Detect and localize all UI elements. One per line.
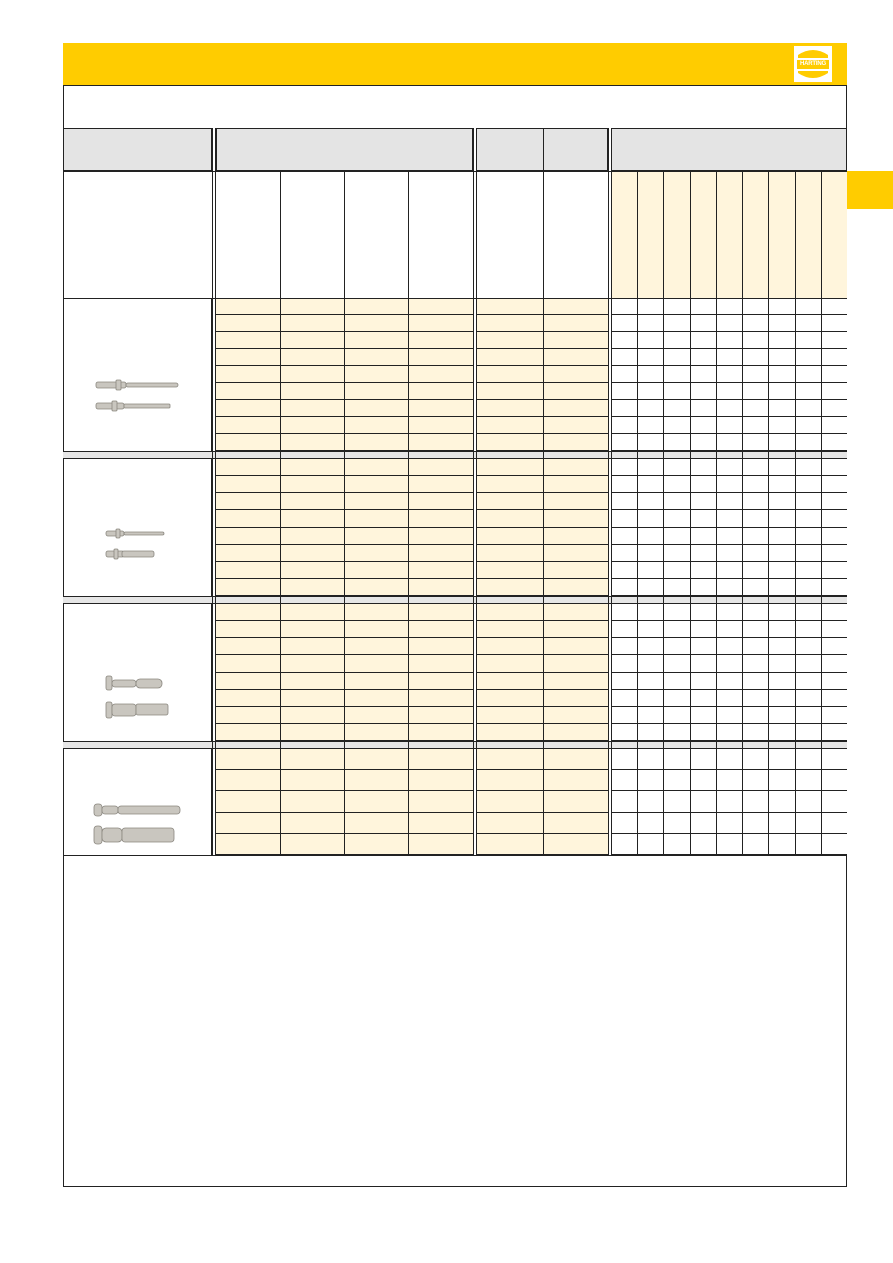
table-row-compat bbox=[611, 417, 847, 434]
header-cell-compat bbox=[611, 128, 847, 171]
side-tab[interactable] bbox=[847, 171, 893, 209]
compat-subheader-cell bbox=[612, 172, 637, 298]
table-row-order bbox=[476, 638, 608, 655]
compat-column-divider bbox=[637, 171, 638, 855]
compat-subheader-cell bbox=[717, 172, 742, 298]
row-divider bbox=[63, 298, 847, 299]
table-row-compat bbox=[611, 724, 847, 741]
table-row-order bbox=[476, 459, 608, 476]
table-row-order bbox=[476, 349, 608, 366]
table-row-order bbox=[476, 476, 608, 493]
header-cell-order bbox=[476, 128, 608, 171]
row-divider bbox=[63, 171, 847, 172]
compat-column-divider bbox=[663, 171, 664, 855]
table-row-order bbox=[476, 510, 608, 527]
compat-column-divider bbox=[690, 171, 691, 855]
compat-subheader-cell bbox=[664, 172, 689, 298]
column-divider bbox=[212, 128, 213, 855]
section-separator bbox=[63, 741, 847, 749]
row-divider bbox=[63, 855, 847, 856]
table-row-order bbox=[476, 655, 608, 672]
compat-column-divider bbox=[795, 171, 796, 855]
table-row-compat bbox=[611, 604, 847, 621]
table-row-order bbox=[476, 604, 608, 621]
table-row-order bbox=[476, 545, 608, 562]
column-divider bbox=[344, 171, 345, 855]
table-row-compat bbox=[611, 383, 847, 400]
table-row-order bbox=[476, 434, 608, 451]
table-row-order bbox=[476, 400, 608, 417]
table-row-order bbox=[476, 690, 608, 707]
table-row-compat bbox=[611, 834, 847, 855]
logo-text: HARTING bbox=[800, 61, 826, 67]
table-row-compat bbox=[611, 579, 847, 596]
table-row-order bbox=[476, 332, 608, 349]
column-divider bbox=[543, 128, 544, 855]
column-divider bbox=[476, 128, 477, 855]
table-row-compat bbox=[611, 315, 847, 332]
table-row-order bbox=[476, 366, 608, 383]
header-bar bbox=[63, 43, 847, 85]
table-row-compat bbox=[611, 332, 847, 349]
table-row-order bbox=[476, 493, 608, 510]
table-row-compat bbox=[611, 298, 847, 315]
table-row-order bbox=[476, 579, 608, 596]
table-row-order bbox=[476, 528, 608, 545]
compat-column-divider bbox=[742, 171, 743, 855]
table-row-order bbox=[476, 298, 608, 315]
header-cell-specs bbox=[216, 128, 473, 171]
crimp-contacts-image-3 bbox=[64, 670, 212, 726]
table-row-compat bbox=[611, 749, 847, 770]
table-row-compat bbox=[611, 638, 847, 655]
table-row-compat bbox=[611, 528, 847, 545]
compat-subheader-cell bbox=[743, 172, 768, 298]
table-row-order bbox=[476, 562, 608, 579]
column-divider bbox=[215, 128, 216, 855]
compat-column-divider bbox=[716, 171, 717, 855]
harting-logo bbox=[794, 46, 832, 82]
column-divider bbox=[608, 128, 609, 855]
table-row-compat bbox=[611, 655, 847, 672]
compat-subheader-cell bbox=[638, 172, 663, 298]
table-row-compat bbox=[611, 349, 847, 366]
table-row-order bbox=[476, 315, 608, 332]
table-row-order bbox=[476, 621, 608, 638]
table-row-compat bbox=[611, 690, 847, 707]
section-separator bbox=[63, 451, 847, 459]
header-cell-product bbox=[63, 128, 212, 171]
compat-subheader-cell bbox=[769, 172, 794, 298]
table-row-order bbox=[476, 673, 608, 690]
table-row-compat bbox=[611, 545, 847, 562]
table-row-compat bbox=[611, 770, 847, 791]
crimp-contacts-image-4 bbox=[64, 798, 212, 854]
table-row-compat bbox=[611, 434, 847, 451]
column-divider bbox=[408, 171, 409, 855]
table-row-compat bbox=[611, 459, 847, 476]
section-separator bbox=[63, 596, 847, 604]
column-divider bbox=[473, 128, 474, 855]
table-row-compat bbox=[611, 621, 847, 638]
compat-subheader-cell bbox=[796, 172, 821, 298]
compat-column-divider bbox=[821, 171, 822, 855]
column-divider bbox=[611, 128, 612, 855]
table-row-compat bbox=[611, 400, 847, 417]
column-divider bbox=[280, 171, 281, 855]
table-row-order bbox=[476, 813, 608, 834]
table-row-order bbox=[476, 834, 608, 855]
table-row-compat bbox=[611, 493, 847, 510]
table-row-compat bbox=[611, 366, 847, 383]
table-row-compat bbox=[611, 707, 847, 724]
table-row-order bbox=[476, 791, 608, 812]
table-row-compat bbox=[611, 791, 847, 812]
table-row-compat bbox=[611, 562, 847, 579]
table-row-order bbox=[476, 417, 608, 434]
table-row-order bbox=[476, 383, 608, 400]
table-row-compat bbox=[611, 476, 847, 493]
crimp-contacts-image-1 bbox=[64, 372, 212, 422]
table-row-compat bbox=[611, 813, 847, 834]
compat-subheader-cell bbox=[691, 172, 716, 298]
compat-column-divider bbox=[768, 171, 769, 855]
crimp-contacts-image-2 bbox=[64, 523, 212, 565]
compat-subheader-cell bbox=[822, 172, 847, 298]
table-row-compat bbox=[611, 510, 847, 527]
table-row-order bbox=[476, 724, 608, 741]
table-row-order bbox=[476, 707, 608, 724]
table-row-compat bbox=[611, 673, 847, 690]
table-row-order bbox=[476, 770, 608, 791]
table-row-order bbox=[476, 749, 608, 770]
